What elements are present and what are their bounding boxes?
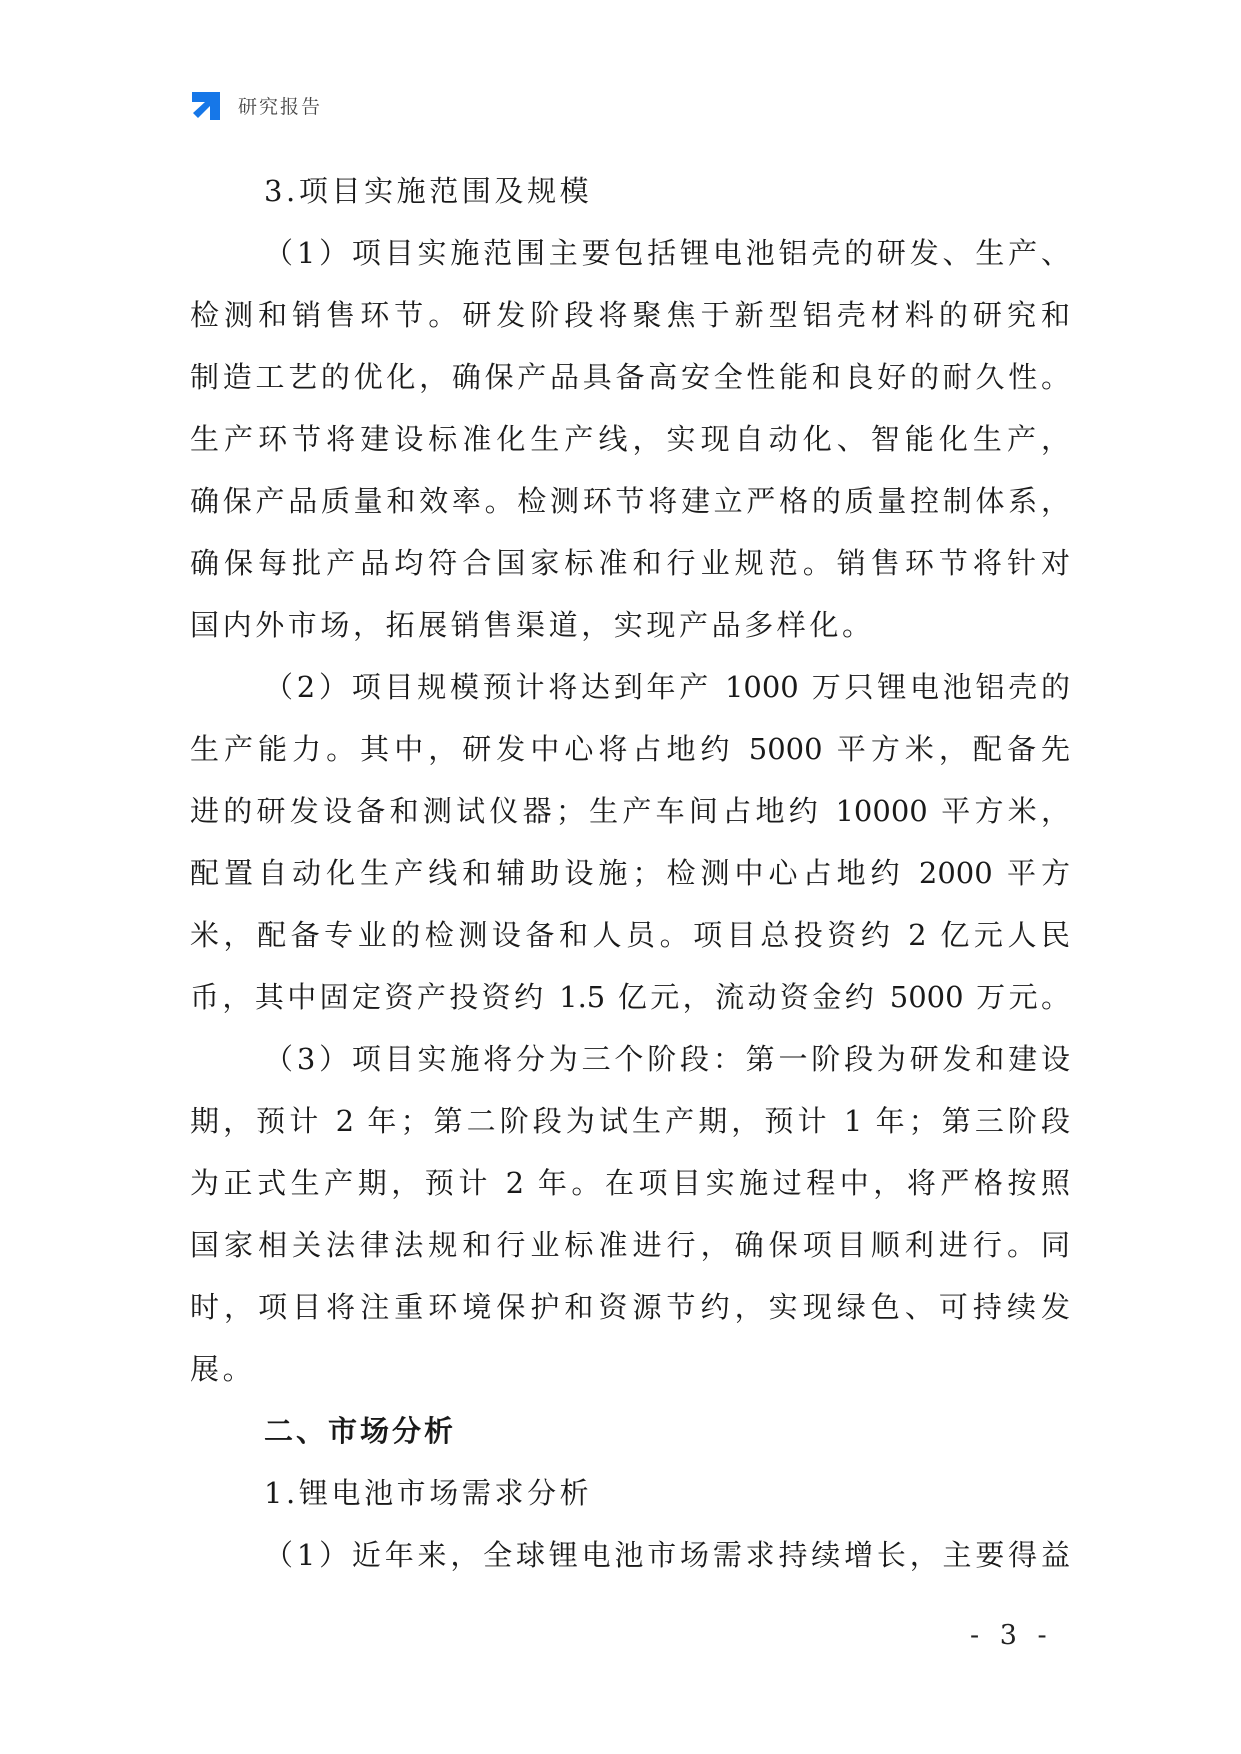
section-heading: 3.项目实施范围及规模	[264, 174, 593, 208]
document-body	[190, 160, 1070, 1586]
header-title: 研究报告	[238, 95, 323, 118]
paragraph-line: 国内外市场，拓展销售渠道，实现产品多样化。	[190, 608, 875, 642]
paragraph-line: 进的研发设备和测试仪器；生产车间占地约 10000 平方米，	[190, 794, 1070, 828]
paragraph-line: 国家相关法律法规和行业标准进行，确保项目顺利进行。同	[190, 1228, 1070, 1262]
paragraph-line: 制造工艺的优化，确保产品具备高安全性能和良好的耐久性。	[190, 360, 1070, 394]
page-number: - 3 -	[970, 1620, 1053, 1651]
paragraph-line: 米，配备专业的检测设备和人员。项目总投资约 2 亿元人民	[190, 918, 1070, 952]
paragraph-line: 配置自动化生产线和辅助设施；检测中心占地约 2000 平方	[190, 856, 1070, 890]
paragraph-line: 展。	[190, 1352, 256, 1386]
paragraph-line: （3）项目实施将分为三个阶段：第一阶段为研发和建设	[264, 1042, 1070, 1076]
paragraph-line: （1）项目实施范围主要包括锂电池铝壳的研发、生产、	[264, 236, 1070, 270]
paragraph-line: 时，项目将注重环境保护和资源节约，实现绿色、可持续发	[190, 1290, 1070, 1324]
paragraph-line: 确保产品质量和效率。检测环节将建立严格的质量控制体系，	[190, 484, 1070, 518]
paragraph-line: 币，其中固定资产投资约 1.5 亿元，流动资金约 5000 万元。	[190, 980, 1070, 1014]
page-header	[190, 88, 322, 122]
paragraph-line: （2）项目规模预计将达到年产 1000 万只锂电池铝壳的	[264, 670, 1070, 704]
chapter-heading: 二、市场分析	[264, 1414, 457, 1448]
paragraph-line: 生产能力。其中，研发中心将占地约 5000 平方米，配备先	[190, 732, 1070, 766]
paragraph-line: 生产环节将建设标准化生产线，实现自动化、智能化生产，	[190, 422, 1070, 456]
paragraph-line: （1）近年来，全球锂电池市场需求持续增长，主要得益	[264, 1538, 1070, 1572]
paragraph-line: 为正式生产期，预计 2 年。在项目实施过程中，将严格按照	[190, 1166, 1070, 1200]
paragraph-line: 期，预计 2 年；第二阶段为试生产期，预计 1 年；第三阶段	[190, 1104, 1070, 1138]
arrow-logo-icon	[190, 88, 224, 122]
section-heading: 1.锂电池市场需求分析	[264, 1476, 593, 1510]
paragraph-line: 检测和销售环节。研发阶段将聚焦于新型铝壳材料的研究和	[190, 298, 1070, 332]
paragraph-line: 确保每批产品均符合国家标准和行业规范。销售环节将针对	[190, 546, 1070, 580]
